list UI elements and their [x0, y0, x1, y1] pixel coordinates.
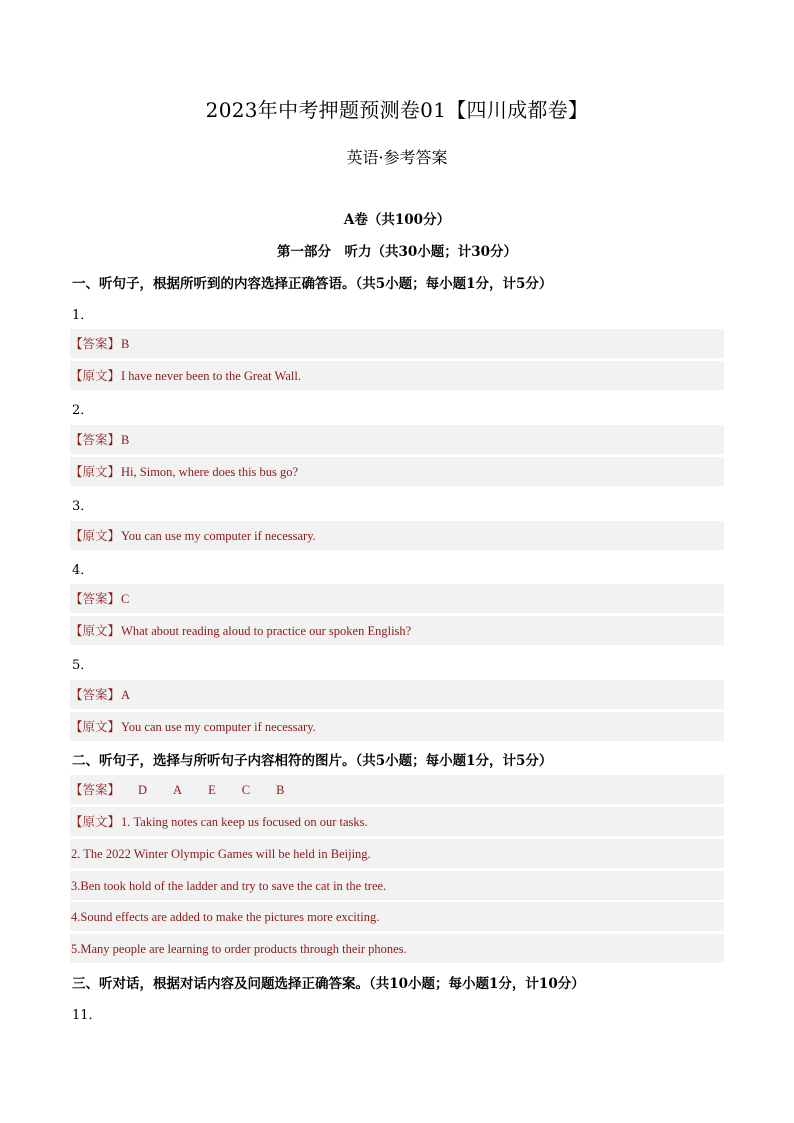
answer-value: B — [121, 337, 130, 351]
question-number: 1． — [72, 308, 94, 323]
answer-tag: 【答案】 — [70, 591, 121, 606]
answer-row — [70, 774, 724, 804]
original-line — [70, 870, 724, 900]
original-tag: 【原文】 — [70, 719, 121, 734]
original-tag: 【原文】 — [70, 814, 121, 829]
original-text: Hi, Simon, where does this bus go? — [121, 465, 299, 479]
question-number: 5． — [72, 658, 94, 673]
volume-heading: A卷（共100分） — [343, 212, 451, 228]
section2-heading: 二、听句子，选择与所听句子内容相符的图片。（共5小题；每小题1分，计5分） — [72, 753, 553, 769]
original-text: 2. The 2022 Winter Olympic Games will be held in Beijing. — [71, 847, 371, 861]
original-row — [70, 360, 724, 390]
part-heading: 第一部分 听力（共30小题；计30分） — [276, 244, 518, 260]
original-tag: 【原文】 — [70, 464, 121, 479]
question-number: 11． — [72, 1008, 102, 1023]
answer-value: A — [121, 688, 131, 702]
answer-tag: 【答案】 — [70, 782, 121, 797]
section3-heading: 三、听对话，根据对话内容及问题选择正确答案。（共10小题；每小题1分，计10分） — [72, 976, 585, 992]
original-line — [70, 933, 724, 963]
original-text: You can use my computer if necessary. — [121, 529, 316, 543]
answer-tag: 【答案】 — [70, 336, 121, 351]
original-tag: 【原文】 — [70, 623, 121, 638]
answer-value: A — [173, 783, 183, 797]
answer-value: C — [121, 592, 130, 606]
original-row — [70, 806, 724, 836]
answer-value: B — [121, 433, 130, 447]
original-text: I have never been to the Great Wall. — [121, 369, 301, 383]
original-row — [70, 711, 724, 741]
original-text: What about reading aloud to practice our spoken English? — [121, 624, 412, 638]
page-subtitle: 英语·参考答案 — [346, 148, 448, 167]
original-line — [70, 901, 724, 931]
answer-row — [70, 424, 724, 454]
answer-value: C — [241, 783, 251, 797]
original-line — [70, 838, 724, 868]
original-row — [70, 615, 724, 645]
answer-row — [70, 328, 724, 358]
answer-value: E — [208, 783, 216, 797]
section1-heading: 一、听句子，根据所听到的内容选择正确答语。（共5小题；每小题1分，计5分） — [72, 276, 553, 292]
question-number: 2． — [72, 403, 94, 418]
original-text: 4.Sound effects are added to make the pictures more exciting. — [71, 910, 380, 924]
page-title: 2023年中考押题预测卷01【四川成都卷】 — [205, 98, 589, 122]
answer-value: D — [138, 783, 148, 797]
original-text: 5.Many people are learning to order products through their phones. — [71, 942, 407, 956]
original-text: You can use my computer if necessary. — [121, 720, 316, 734]
original-text: 1. Taking notes can keep us focused on our tasks. — [121, 815, 368, 829]
question-number: 3． — [72, 499, 94, 514]
original-tag: 【原文】 — [70, 368, 121, 383]
answer-tag: 【答案】 — [70, 432, 121, 447]
original-row — [70, 456, 724, 486]
original-text: 3.Ben took hold of the ladder and try to save the cat in the tree. — [71, 879, 387, 893]
original-tag: 【原文】 — [70, 528, 121, 543]
answer-row — [70, 679, 724, 709]
original-row — [70, 520, 724, 550]
answer-value: B — [276, 783, 285, 797]
question-number: 4． — [72, 563, 94, 578]
answer-row — [70, 583, 724, 613]
answer-tag: 【答案】 — [70, 687, 121, 702]
